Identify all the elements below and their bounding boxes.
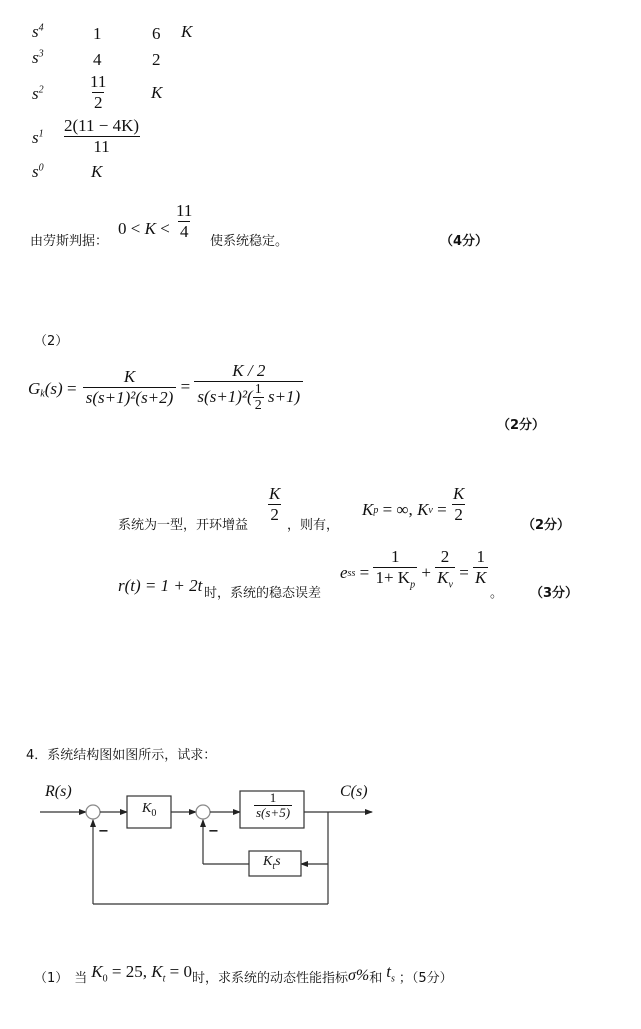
output-label: C(s) <box>340 783 368 800</box>
settling-time: $t_s$ <box>386 962 395 985</box>
score-2-a: （2分） <box>497 418 546 433</box>
input-label: R(s) <box>45 783 72 800</box>
score-4: （4分） <box>440 234 489 249</box>
routh-s3-c1: 4 <box>93 50 102 69</box>
open-loop-gain: $\frac{K}{2}$ <box>269 484 281 524</box>
block-feedback-kt: $K_ts$ <box>263 854 281 872</box>
system-type-text: 系统为一型，开环增益 <box>118 518 249 533</box>
routh-s4-c1: 1 <box>93 24 102 43</box>
gk-formula: $G_k(s)$ = $\frac{K}{\text{s(s+1)²(s+2)}}$ = K / 2 s(s+1)²( $\frac{1}{2}$ s+1) <box>28 362 303 414</box>
question-1-condition: $K_0 = 25$, $K_t = 0$ <box>91 962 192 985</box>
question-1-label: （1） <box>34 970 69 986</box>
routh-s4-c2: 6 <box>152 24 161 43</box>
score-3: （3分） <box>530 586 579 601</box>
problem4-title: 4．系统结构图如图所示，试求： <box>26 748 217 763</box>
routh-s2-c2: K <box>151 83 163 102</box>
routh-s1-c1: $\frac{2(11 - 4K)}{11}$ <box>64 116 140 156</box>
routh-s4-c3: K <box>181 22 193 41</box>
question-1: （1） 当 $K_0 = 25$, $K_t = 0$ 时，求系统的动态性能指标 σ% 和 $t_s$ ；（5分） <box>34 962 453 986</box>
ess-formula: $e_{ss}$ = $\frac{1}{1+ K_p}$ + $\frac{2}{K_v}$ = $\frac{1}{K}$ <box>340 547 487 591</box>
routh-row-s1-power: $s^1$ <box>32 128 44 147</box>
stability-suffix: 使系统稳定。 <box>210 234 289 249</box>
routh-row-s2-power: $s^2$ <box>32 84 44 103</box>
score-2-b: （2分） <box>522 518 571 533</box>
then-text: ，则有， <box>287 518 340 533</box>
routh-row-s4-power: $s^4$ <box>32 22 44 41</box>
routh-s3-c2: 2 <box>152 50 161 69</box>
block-k0: $K_0$ <box>142 801 157 819</box>
routh-s0-c1: K <box>91 162 103 181</box>
sigma-percent: σ% <box>347 967 370 984</box>
part2-label: （2） <box>34 334 69 349</box>
period: 。 <box>490 586 504 601</box>
input-signal: r(t) = 1 + 2t <box>118 576 203 595</box>
routh-row-s3-power: $s^3$ <box>32 48 44 67</box>
minus-sign-2: − <box>208 824 219 839</box>
kp-kv-formula: $K_p$ = ∞, $K_v$ = $\frac{K}{2}$ <box>362 484 465 524</box>
stability-prefix: 由劳斯判据： <box>30 234 109 249</box>
when-text: 时，系统的稳态误差 <box>204 586 322 601</box>
routh-row-s0-power: $s^0$ <box>32 162 44 181</box>
minus-sign-1: − <box>98 824 109 839</box>
routh-s2-c1: $\frac{11}{2}$ <box>90 72 107 112</box>
block-plant: $\frac{1}{s(s+5)}$ <box>255 790 291 821</box>
stability-inequality: 0 < K < $\frac{11}{4}$ <box>118 201 193 241</box>
